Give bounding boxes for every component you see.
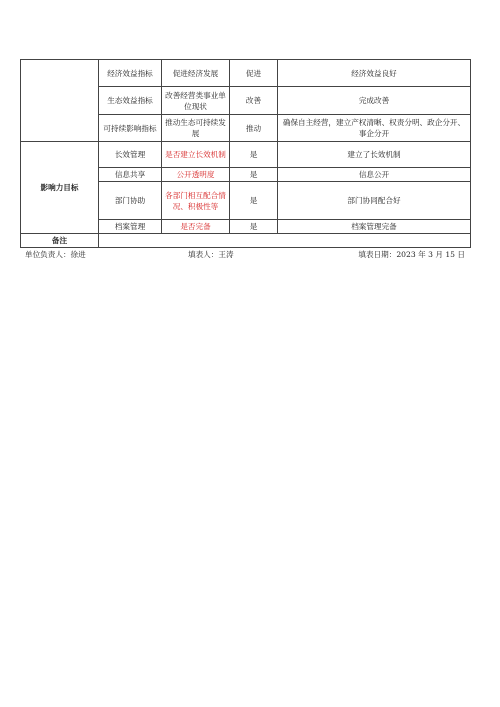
indicator-cell: 经济效益指标 — [99, 60, 162, 87]
remarks-label: 备注 — [21, 234, 99, 248]
fill-date: 填表日期：2023 年 3 月 15 日 — [358, 250, 465, 259]
value-cell: 推动 — [230, 115, 278, 142]
content-cell: 改善经营类事业单位现状 — [162, 87, 230, 115]
content-cell: 推动生态可持续发展 — [162, 115, 230, 142]
content-cell: 是否建立长效机制 — [162, 142, 230, 168]
filled-by: 填表人：王涛 — [188, 250, 234, 259]
content-cell: 是否完备 — [162, 220, 230, 234]
impact-target-label: 影响力目标 — [21, 142, 99, 234]
indicator-cell: 档案管理 — [99, 220, 162, 234]
category-cell-empty — [21, 60, 99, 142]
result-cell: 部门协同配合好 — [278, 182, 471, 220]
result-cell: 建立了长效机制 — [278, 142, 471, 168]
indicator-cell: 部门协助 — [99, 182, 162, 220]
result-cell: 经济效益良好 — [278, 60, 471, 87]
indicator-cell: 信息共享 — [99, 168, 162, 182]
result-cell: 档案管理完备 — [278, 220, 471, 234]
content-cell: 促进经济发展 — [162, 60, 230, 87]
value-cell: 是 — [230, 220, 278, 234]
table-row — [21, 234, 471, 248]
remarks-value — [99, 234, 471, 248]
value-cell: 改善 — [230, 87, 278, 115]
table-row — [21, 142, 471, 168]
value-cell: 促进 — [230, 60, 278, 87]
table-row — [21, 60, 471, 87]
content-cell: 各部门相互配合情况、积极性等 — [162, 182, 230, 220]
performance-target-table — [20, 59, 471, 248]
unit-head: 单位负责人：徐进 — [25, 250, 86, 259]
indicator-cell: 长效管理 — [99, 142, 162, 168]
indicator-cell: 生态效益指标 — [99, 87, 162, 115]
result-cell: 完成改善 — [278, 87, 471, 115]
indicator-cell: 可持续影响指标 — [99, 115, 162, 142]
result-cell: 信息公开 — [278, 168, 471, 182]
content-cell: 公开透明度 — [162, 168, 230, 182]
value-cell: 是 — [230, 182, 278, 220]
value-cell: 是 — [230, 142, 278, 168]
value-cell: 是 — [230, 168, 278, 182]
result-cell: 确保自主经营，建立产权清晰、权责分明、政企分开、事企分开 — [278, 115, 471, 142]
signature-footer — [25, 249, 465, 261]
